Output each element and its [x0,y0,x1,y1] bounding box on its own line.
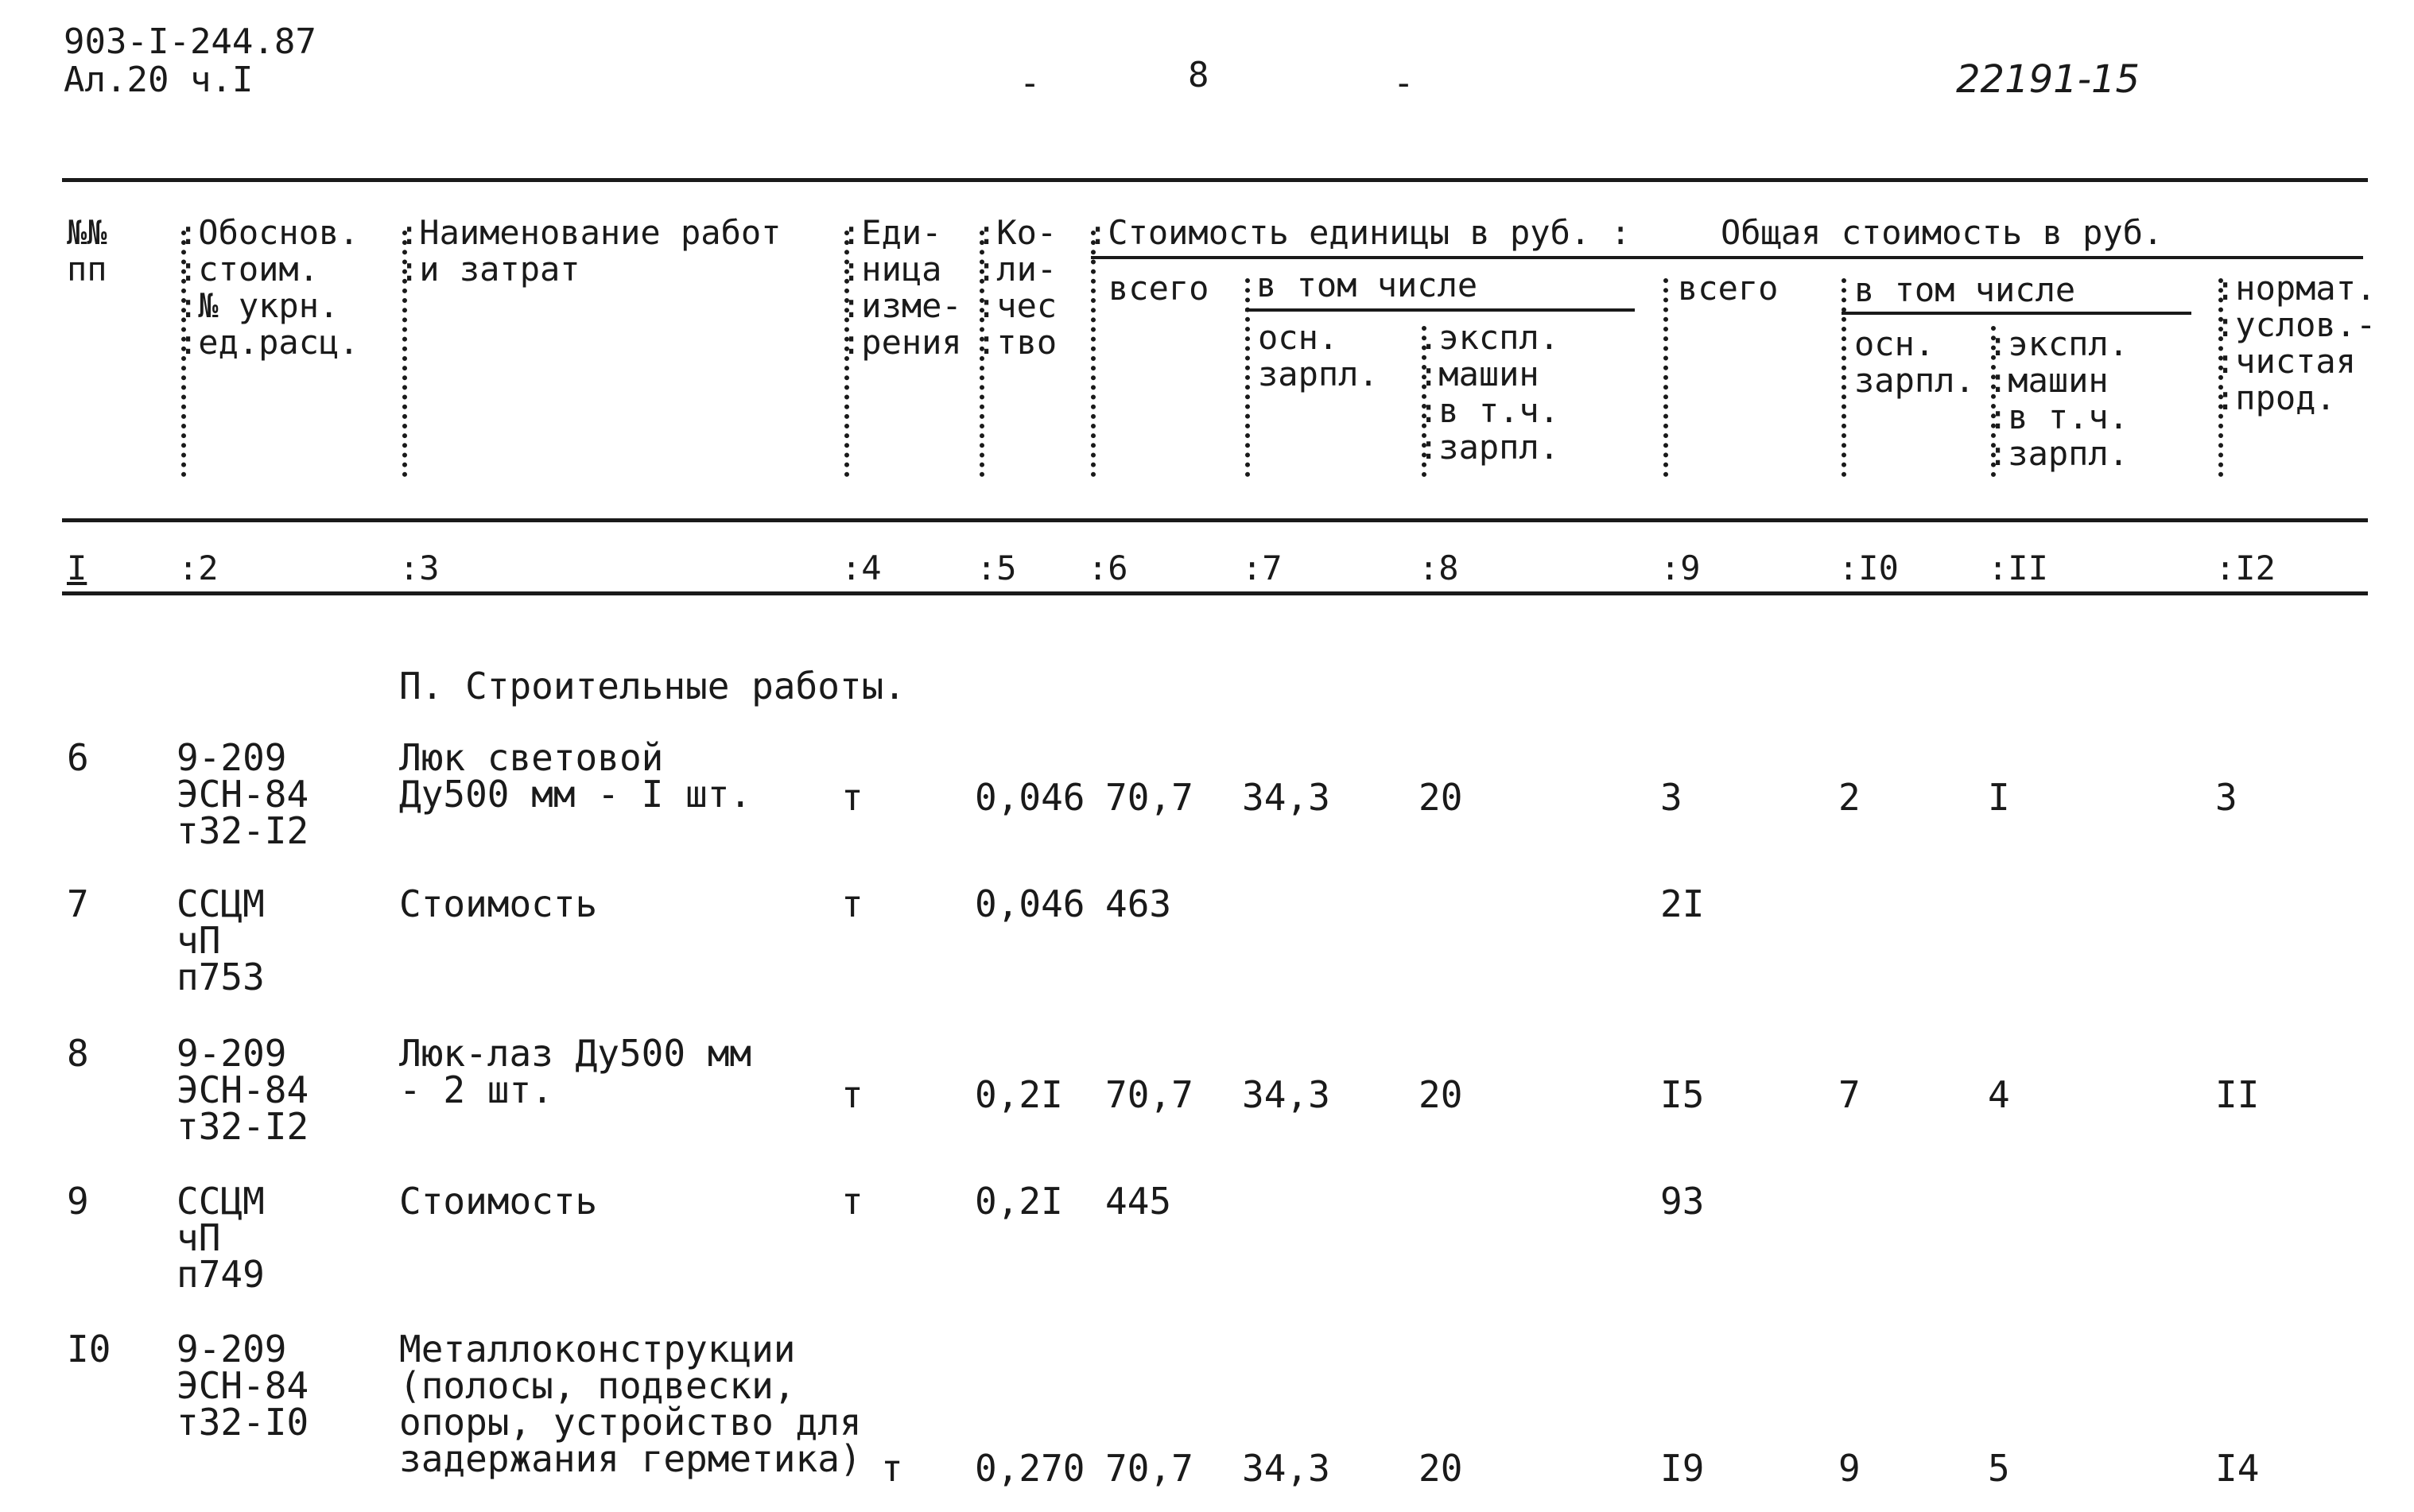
row-unit-total: 70,7 [1105,776,1193,819]
col-number: :6 [1088,549,1128,587]
row-total: 3 [1660,776,1682,819]
row-quantity: 0,2I [975,1073,1063,1116]
row-unit-wages: 34,3 [1242,776,1330,819]
row-total-wages: 9 [1838,1447,1861,1490]
col-header-normative: :нормат. :услов.- :чистая :прод. [2215,269,2377,417]
row-basis: 9-209 ЭСН-84 т32-I2 [177,1032,309,1148]
row-normative: II [2215,1073,2260,1116]
col-number: I [67,549,87,587]
row-normative: 3 [2215,776,2237,819]
row-unit: т [841,776,864,819]
table-top-rule [62,178,2368,182]
col-header-number: №№ пп [67,213,107,289]
row-total-machines: 5 [1988,1447,2010,1490]
row-normative: I4 [2215,1447,2260,1490]
row-quantity: 0,046 [975,776,1085,819]
row-unit: т [881,1447,903,1490]
col-header-total: всего [1678,269,1779,308]
row-unit-total: 70,7 [1105,1447,1193,1490]
col-header-unit-machines: .экспл. :машин :в т.ч. :зарпл. [1419,318,1560,467]
col-number: :3 [399,549,440,587]
row-quantity: 0,046 [975,882,1085,925]
unit-incl-rule [1245,308,1635,312]
col-number: :9 [1660,549,1701,587]
album-label: Ал.20 ч.I [64,60,254,100]
col-header-name: :Наименование работ :и затрат [399,213,782,289]
cost-group-rule [1091,256,2363,259]
col-separator [1091,231,1100,477]
page-number: 8 [1188,55,1209,95]
row-number: 8 [67,1032,89,1075]
col-number: :2 [178,549,219,587]
row-number: 9 [67,1180,89,1223]
row-basis: ССЦМ чП п753 [177,882,265,998]
col-number: :I2 [2215,549,2276,587]
row-unit-machines: 20 [1419,1447,1463,1490]
handwritten-number: 22191-15 [1956,57,2140,102]
row-total: 93 [1660,1180,1705,1223]
row-unit: т [841,1180,864,1223]
row-unit-machines: 20 [1419,1073,1463,1116]
col-header-quantity: :Ко- :ли- :чес :тво [976,213,1058,362]
row-name: Стоимость [399,882,598,925]
row-unit: т [841,882,864,925]
row-basis: 9-209 ЭСН-84 т32-I0 [177,1328,309,1444]
col-header-unit: :Еди- :ница :изме- :рения [841,213,962,362]
header-bottom-rule [62,518,2368,522]
col-number: :7 [1242,549,1283,587]
row-total: 2I [1660,882,1705,925]
row-number: I0 [67,1328,111,1370]
row-name: Люк-лаз Ду500 мм - 2 шт. [399,1032,752,1111]
row-total-wages: 2 [1838,776,1861,819]
row-total: I9 [1660,1447,1705,1490]
col-number: :II [1988,549,2048,587]
row-unit-wages: 34,3 [1242,1073,1330,1116]
row-unit-total: 445 [1105,1180,1172,1223]
row-unit-total: 463 [1105,882,1172,925]
col-header-total-machines: :экспл. :машин :в т.ч. :зарпл. [1988,324,2129,473]
unit-incl-header: в том числе [1256,266,1478,304]
col-header-total-wages: осн. зарпл. [1854,324,1975,400]
col-header-unit-total: всего [1108,269,1209,308]
row-unit-machines: 20 [1419,776,1463,819]
row-name: Металлоконструкции (полосы, подвески, опоры, устройство для задержания герметика) [399,1328,862,1480]
row-unit-wages: 34,3 [1242,1447,1330,1490]
col-separator [1842,278,1851,477]
row-quantity: 0,2I [975,1180,1063,1223]
col-header-unit-wages: осн. зарпл. [1258,318,1379,394]
column-numbers-rule [62,591,2368,595]
col-number: :5 [976,549,1017,587]
row-number: 7 [67,882,89,925]
row-unit-total: 70,7 [1105,1073,1193,1116]
section-title: П. Строительные работы. [399,665,906,708]
page-dash-right: - [1393,63,1415,103]
row-basis: ССЦМ чП п749 [177,1180,265,1296]
col-number: :8 [1419,549,1459,587]
total-incl-rule [1842,312,2191,315]
total-cost-group-header: Общая стоимость в руб. [1721,213,2164,252]
row-total-machines: I [1988,776,2010,819]
row-basis: 9-209 ЭСН-84 т32-I2 [177,736,309,852]
page-dash-left: - [1019,63,1041,103]
total-incl-header: в том числе [1854,270,2076,309]
col-header-basis: :Обоснов. :стоим. :№ укрн. :ед.расц. [178,213,359,362]
row-total-machines: 4 [1988,1073,2010,1116]
col-separator [1663,278,1673,477]
row-unit: т [841,1073,864,1116]
col-number: :I0 [1838,549,1899,587]
row-total-wages: 7 [1838,1073,1861,1116]
col-separator [1245,278,1255,477]
row-number: 6 [67,736,89,779]
row-name: Стоимость [399,1180,598,1223]
row-name: Люк световой Ду500 мм - I шт. [399,736,752,816]
row-quantity: 0,270 [975,1447,1085,1490]
document-code: 903-I-244.87 [64,21,316,62]
unit-cost-group-header: :Стоимость единицы в руб. : [1088,213,1631,252]
row-total: I5 [1660,1073,1705,1116]
col-number: :4 [841,549,882,587]
